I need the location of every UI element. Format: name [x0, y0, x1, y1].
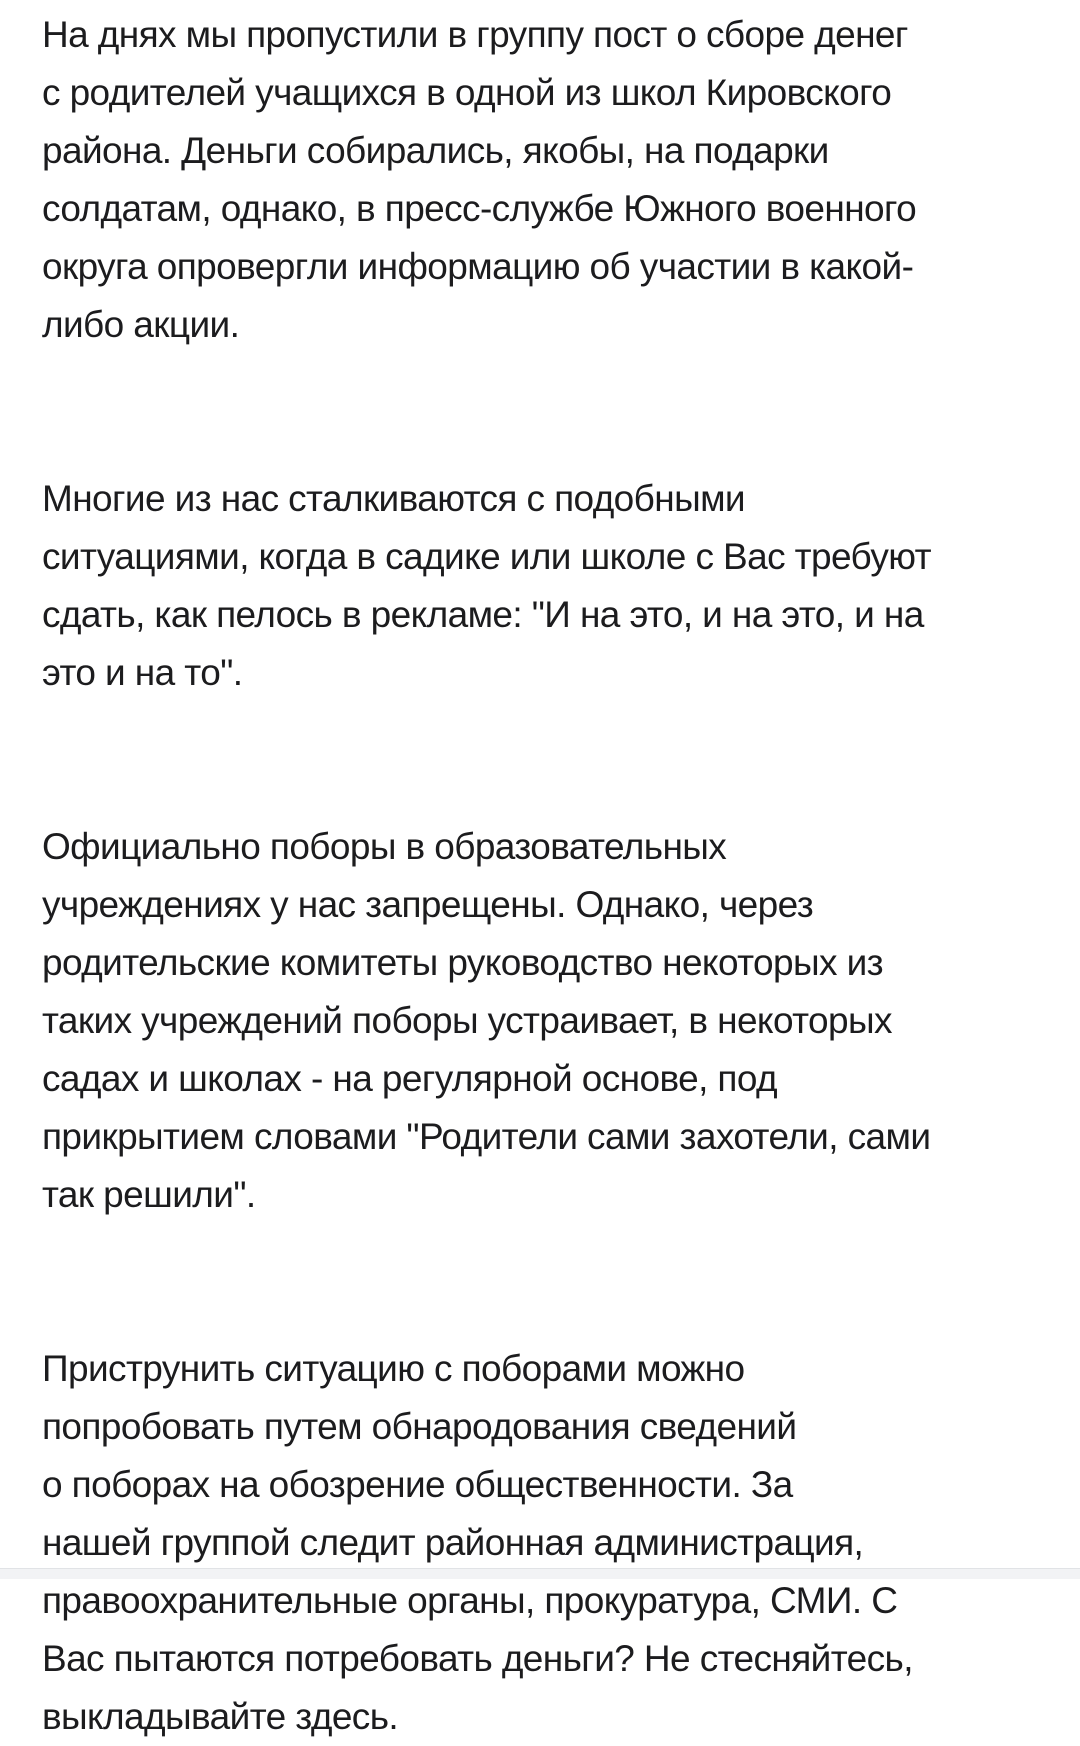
text-line: правоохранительные органы, прокуратура, СМИ. С	[42, 1580, 898, 1621]
text-line: садах и школах - на регулярной основе, под	[42, 1058, 778, 1099]
text-line: попробовать путем обнародования сведений	[42, 1406, 797, 1447]
text-line: о поборах на обозрение общественности. За	[42, 1464, 793, 1505]
paragraph-3	[42, 818, 1052, 1224]
text-line: Вас пытаются потребовать деньги? Не стесняйтесь,	[42, 1638, 913, 1679]
text-line: либо акции.	[42, 304, 240, 345]
text-line: таких учреждений поборы устраивает, в некоторых	[42, 1000, 892, 1041]
text-line: выкладывайте здесь.	[42, 1696, 399, 1737]
paragraph-4	[42, 1340, 1052, 1746]
text-line: так решили".	[42, 1174, 256, 1215]
text-line: учреждениях у нас запрещены. Однако, через	[42, 884, 814, 925]
text-line: сдать, как пелось в рекламе: "И на это, и на это, и на	[42, 594, 924, 635]
paragraph-2	[42, 470, 1052, 702]
text-line: Приструнить ситуацию с поборами можно	[42, 1348, 745, 1389]
paragraph-spacer	[42, 354, 1052, 470]
bottom-divider	[0, 1568, 1080, 1579]
text-line: Многие из нас сталкиваются с подобными	[42, 478, 745, 519]
text-line: солдатам, однако, в пресс-службе Южного военного	[42, 188, 917, 229]
text-line: округа опровергли информацию об участии в какой-	[42, 246, 914, 287]
text-line: прикрытием словами "Родители сами захотели, сами	[42, 1116, 931, 1157]
text-line: Официально поборы в образовательных	[42, 826, 727, 867]
text-line: с родителей учащихся в одной из школ Кировского	[42, 72, 892, 113]
text-line: На днях мы пропустили в группу пост о сборе денег	[42, 14, 908, 55]
post-text	[42, 6, 1052, 1746]
paragraph-spacer	[42, 702, 1052, 818]
text-line: района. Деньги собирались, якобы, на подарки	[42, 130, 829, 171]
paragraph-1	[42, 6, 1052, 354]
text-line: ситуациями, когда в садике или школе с Вас требуют	[42, 536, 931, 577]
paragraph-spacer	[42, 1224, 1052, 1340]
text-line: родительские комитеты руководство некоторых из	[42, 942, 883, 983]
text-line: нашей группой следит районная администрация,	[42, 1522, 864, 1563]
text-line: это и на то".	[42, 652, 243, 693]
